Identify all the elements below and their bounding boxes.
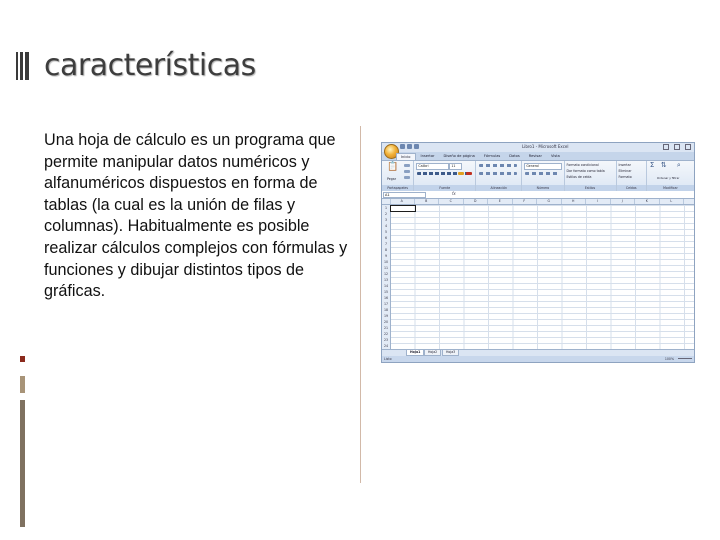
group-label: Celdas	[617, 185, 646, 191]
group-label: Fuente	[414, 185, 475, 191]
ribbon-tabs	[396, 153, 564, 160]
group-portapapeles	[382, 161, 414, 191]
insert-cells-button[interactable]: Insertar	[618, 163, 631, 167]
zoom-slider[interactable]	[678, 358, 692, 359]
row-header[interactable]: 24	[382, 343, 391, 350]
font-color-icon[interactable]	[466, 172, 472, 175]
vertical-align-buttons[interactable]	[479, 164, 517, 167]
row-header[interactable]: 9	[382, 253, 391, 260]
minimize-icon[interactable]	[663, 144, 669, 150]
status-bar	[382, 356, 694, 362]
sum-icon[interactable]: Σ	[649, 161, 655, 169]
tab-formulas[interactable]: Fórmulas	[483, 154, 501, 158]
row-header[interactable]: 16	[382, 295, 391, 302]
row-header[interactable]: 4	[382, 223, 391, 230]
row-header[interactable]: 10	[382, 259, 391, 266]
row-header[interactable]: 22	[382, 331, 391, 338]
group-alineacion	[476, 161, 522, 191]
row-header[interactable]: 17	[382, 301, 391, 308]
number-format-buttons[interactable]	[525, 172, 559, 175]
find-icon[interactable]: ⌕	[676, 161, 681, 169]
column-header[interactable]: F	[513, 199, 538, 204]
cut-icon[interactable]	[404, 164, 410, 167]
paste-label[interactable]: Pegar	[387, 177, 397, 181]
excel-title-bar	[382, 143, 694, 152]
fx-icon[interactable]: fx	[452, 191, 456, 196]
excel-window-title: Libro1 - Microsoft Excel	[522, 144, 569, 149]
tab-inicio[interactable]: Inicio	[396, 153, 416, 160]
save-icon[interactable]	[400, 144, 405, 149]
sort-filter-icon[interactable]: ⇅	[660, 161, 667, 169]
font-name-select[interactable]: Calibri	[416, 163, 449, 170]
zoom-level[interactable]: 100%	[664, 357, 674, 361]
row-header[interactable]: 13	[382, 277, 391, 284]
row-header[interactable]: 3	[382, 217, 391, 224]
excel-screenshot	[381, 142, 695, 363]
column-header[interactable]: A	[390, 199, 415, 204]
column-header[interactable]: B	[415, 199, 440, 204]
row-header[interactable]: 6	[382, 235, 391, 242]
title-decoration	[16, 52, 30, 80]
sort-filter-label[interactable]: Ordenar y filtrar	[656, 176, 680, 180]
column-header[interactable]: D	[464, 199, 489, 204]
paste-icon[interactable]: 📋	[387, 162, 399, 172]
row-header[interactable]: 21	[382, 325, 391, 332]
accent-bar-middle	[20, 376, 25, 393]
sheet-tab-bar	[382, 349, 694, 356]
tab-vista[interactable]: Vista	[550, 154, 560, 158]
slide-title: características	[44, 48, 256, 83]
fill-color-icon[interactable]	[458, 172, 464, 175]
number-format-select[interactable]: General	[524, 163, 562, 170]
group-label: Estilos	[565, 185, 616, 191]
row-header[interactable]: 20	[382, 319, 391, 326]
horizontal-align-buttons[interactable]	[479, 172, 517, 175]
row-header[interactable]: 23	[382, 337, 391, 344]
name-box[interactable]: A1	[383, 192, 426, 198]
row-header[interactable]: 11	[382, 265, 391, 272]
row-header[interactable]: 14	[382, 283, 391, 290]
row-header[interactable]: 19	[382, 313, 391, 320]
group-numero	[522, 161, 564, 191]
group-fuente	[414, 161, 476, 191]
group-label: Alineación	[476, 185, 521, 191]
accent-bar-bottom	[20, 400, 25, 527]
tab-datos[interactable]: Datos	[509, 154, 520, 158]
format-cells-button[interactable]: Formato	[618, 175, 632, 179]
column-header[interactable]: C	[439, 199, 464, 204]
font-size-select[interactable]: 11	[449, 163, 462, 170]
group-label: Modificar	[647, 185, 694, 191]
row-header[interactable]: 15	[382, 289, 391, 296]
cell-styles-button[interactable]: Estilos de celda	[566, 175, 592, 179]
column-header[interactable]: I	[586, 199, 611, 204]
group-label: Número	[522, 185, 563, 191]
group-label: Portapapeles	[382, 185, 413, 191]
grid-lines	[390, 205, 694, 349]
row-header[interactable]: 7	[382, 241, 391, 248]
undo-icon[interactable]	[407, 144, 412, 149]
column-header[interactable]: K	[635, 199, 660, 204]
close-icon[interactable]	[685, 144, 691, 150]
row-header[interactable]: 8	[382, 247, 391, 254]
format-as-table-button[interactable]: Dar formato como tabla	[566, 169, 605, 173]
spreadsheet-grid[interactable]	[382, 199, 694, 349]
tab-diseno-pagina[interactable]: Diseño de página	[443, 154, 475, 158]
column-header[interactable]: L	[660, 199, 685, 204]
vertical-divider	[360, 126, 361, 483]
window-controls	[663, 144, 691, 150]
tab-insertar[interactable]: Insertar	[420, 154, 435, 158]
group-celdas	[617, 161, 647, 191]
active-cell[interactable]	[390, 205, 416, 212]
row-header[interactable]: 18	[382, 307, 391, 314]
slide-body-text: Una hoja de cálculo es un programa que permite manipular datos numéricos y alfanuméricos dispuestos en forma de tablas (la cual es la unión de filas y columnas). Habitualmente es posible realizar cálculos complejos con fórmulas y funciones y dibujar distintos tipos de gráficas.	[44, 131, 348, 301]
column-header[interactable]: E	[488, 199, 513, 204]
conditional-format-button[interactable]: Formato condicional	[566, 163, 599, 167]
accent-bar-top	[20, 356, 25, 362]
column-header[interactable]: J	[611, 199, 636, 204]
row-header[interactable]: 1	[382, 205, 391, 212]
delete-cells-button[interactable]: Eliminar	[618, 169, 632, 173]
copy-icon[interactable]	[404, 170, 410, 173]
format-painter-icon[interactable]	[404, 176, 410, 179]
formula-bar	[382, 191, 694, 199]
sheet-tab-hoja1[interactable]: Hoja1	[406, 350, 424, 356]
group-estilos	[565, 161, 617, 191]
column-header[interactable]: H	[562, 199, 587, 204]
row-header[interactable]: 12	[382, 271, 391, 278]
status-text: Listo	[384, 357, 392, 361]
group-modificar	[647, 161, 694, 191]
column-header[interactable]: G	[537, 199, 562, 204]
ribbon	[382, 160, 694, 192]
sheet-tab-hoja3[interactable]: Hoja3	[442, 350, 459, 356]
row-header[interactable]: 5	[382, 229, 391, 236]
tab-revisar[interactable]: Revisar	[528, 154, 542, 158]
maximize-icon[interactable]	[674, 144, 680, 150]
sheet-tab-hoja2[interactable]: Hoja2	[424, 350, 441, 356]
quick-access-toolbar[interactable]	[400, 144, 419, 149]
redo-icon[interactable]	[414, 144, 419, 149]
row-header[interactable]: 2	[382, 211, 391, 218]
